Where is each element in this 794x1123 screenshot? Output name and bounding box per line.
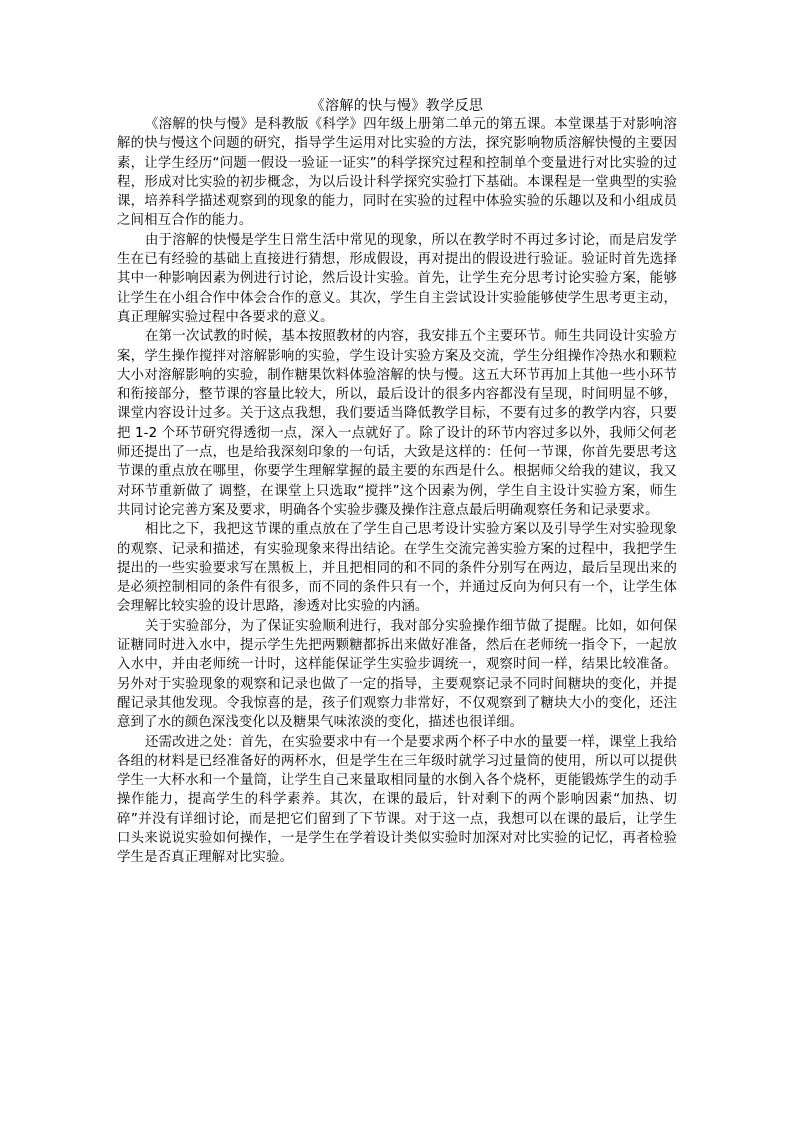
paragraph-experiment: 关于实验部分，为了保证实验顺利进行，我对部分实验操作细节做了提醒。比如，如何保证糖同时进入水中，提示学生先把两颗糖都拆出来做好准备，然后在老师统一指令下，一起放入水中，并由老师统一计时，这样能保证学生实验步调统一，观察时间一样，结果比较准备。另外对于实验现象的观察和记录也做了一定的指导，主要观察记录不同时间糖块的变化，并提醒记录其他发现。令我惊喜的是，孩子们观察力非常好，不仅观察到了糖块大小的变化，还注意到了水的颜色深浅变化以及糖果气味浓淡的变化，描述也很详细。 [117,618,677,731]
paragraph-introduction: 《溶解的快与慢》是科教版《科学》四年级上册第二单元的第五课。本堂课基于对影响溶解的快与慢这个问题的研究，指导学生运用对比实验的方法，探究影响物质溶解快慢的主要因素，让学生经历“问题一假设一验证一证实”的科学探究过程和控制单个变量进行对比实验的过程，形成对比实验的初步概念，为以后设计科学探究实验打下基础。本课程是一堂典型的实验课，培养科学描述观察到的现象的能力，同时在实验的过程中体验实验的乐趣以及和小组成员之间相互合作的能力。 [117,117,677,229]
document-title: 《溶解的快与慢》教学反思 [310,98,484,114]
paragraph-comparison: 相比之下，我把这节课的重点放在了学生自己思考设计实验方案以及引导学生对实验现象的观察、记录和描述，有实验现象来得出结论。在学生交流完善实验方案的过程中，我把学生提出的一些实验要求写在黑板上，并且把相同的和不同的条件分别写在两边，最后呈现出来的是必须控制相同的条件有很多，而不同的条件只有一个，并通过反向为何只有一个，让学生体会理解比较实验的设计思路，渗透对比实验的内涵。 [117,522,677,615]
paragraph-first-trial: 在第一次试教的时候，基本按照教材的内容，我安排五个主要环节。师生共同设计实验方案，学生操作搅拌对溶解影响的实验，学生设计实验方案及交流，学生分组操作冷热水和颗粒大小对溶解影响的实验，制作糖果饮料体验溶解的快与慢。这五大环节再加上其他一些小环节和衔接部分，整节课的容量比较大，所以，最后设计的很多内容都没有呈现，时间明显不够，课堂内容设计过多。关于这点我想，我们要适当降低教学目标，不要有过多的教学内容，只要把 1-2 个环节研究得透彻一点，深入一点就好了。除了设计的环节内容过多以外，我师父何老师还提出了一点，也是给我深刻印象的一句话，大致是这样的：任何一节课，你首先要思考这节课的重点放在哪里，你要学生理解掌握的最主要的东西是什么。根据师父给我的建议，我又对环节重新做了 调整，在课堂上只选取“搅拌”这个因素为例，学生自主设计实验方案，师生共同讨论完善方案及要求，明确各个实验步骤及操作注意点最后明确观察任务和记录要求。 [117,329,677,518]
document-page [117,97,677,868]
paragraph-hypothesis: 由于溶解的快慢是学生日常生活中常见的现象，所以在教学时不再过多讨论，而是启发学生在已有经验的基础上直接进行猜想，形成假设，再对提出的假设进行验证。验证时首先选择其中一种影响因素为例进行讨论，然后设计实验。首先，让学生充分思考讨论实验方案，能够让学生在小组合作中体会合作的意义。其次，学生自主尝试设计实验能够使学生思考更主动，真正理解实验过程中各要求的意义。 [117,232,677,325]
paragraph-improvements: 还需改进之处：首先，在实验要求中有一个是要求两个杯子中水的量要一样，课堂上我给各组的材料是已经准备好的两杯水，但是学生在三年级时就学习过量筒的使用，所以可以提供学生一大杯水和一个量筒，让学生自己来量取相同量的水倒入各个烧杯，更能锻炼学生的动手操作能力，提高学生的科学素养。其次，在课的最后，针对剩下的两个影响因素“加热、切碎”并没有详细讨论，而是把它们留到了下节课。对于这一点，我想可以在课的最后，让学生口头来说说实验如何操作，一是学生在学着设计类似实验时加深对对比实验的记忆，再者检验学生是否真正理解对比实验。 [117,734,677,866]
